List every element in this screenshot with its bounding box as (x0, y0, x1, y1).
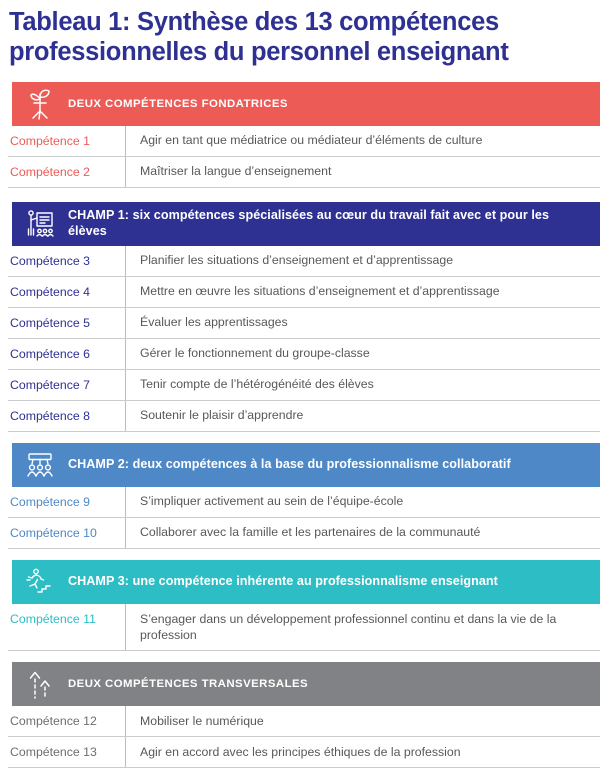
section-banner-champ3 (12, 560, 600, 604)
page-title (0, 0, 614, 68)
row-value: Collaborer avec la famille et les partenaires de la communauté (125, 518, 600, 548)
teacher-classroom-icon (22, 204, 58, 244)
section-champ3 (0, 560, 614, 651)
section-fondatrices (0, 82, 614, 188)
row-key: Compétence 3 (10, 253, 90, 268)
table-row (8, 246, 600, 277)
section-champ2 (0, 443, 614, 549)
table-row (8, 518, 600, 549)
table-row (8, 737, 600, 768)
row-key: Compétence 2 (10, 164, 90, 179)
row-key: Compétence 5 (10, 315, 90, 330)
section-rows-champ1 (0, 246, 614, 432)
row-key: Compétence 12 (10, 713, 97, 728)
group-meeting-icon (22, 445, 58, 485)
row-value: Tenir compte de l’hétérogénéité des élèves (125, 370, 600, 400)
table-row (8, 370, 600, 401)
row-value: Agir en tant que médiatrice ou médiateur d’éléments de culture (125, 126, 600, 156)
section-banner-champ2 (12, 443, 600, 487)
page-title-line-1: Tableau 1: Synthèse des 13 compétences (9, 8, 499, 36)
table-row (8, 487, 600, 518)
row-value: Mobiliser le numérique (125, 706, 600, 736)
section-banner-fondatrices (12, 82, 600, 126)
row-key: Compétence 1 (10, 133, 90, 148)
section-banner-transversales (12, 662, 600, 706)
row-value: Maîtriser la langue d’enseignement (125, 157, 600, 187)
table-row (8, 339, 600, 370)
seedling-icon (22, 84, 58, 124)
row-key: Compétence 11 (10, 611, 96, 626)
page-title-line-2: professionnelles du personnel enseignant (9, 37, 509, 66)
row-key: Compétence 4 (10, 284, 90, 299)
row-value: Mettre en œuvre les situations d’enseignement et d’apprentissage (125, 277, 600, 307)
two-up-arrows-icon (22, 664, 58, 704)
row-key: Compétence 8 (10, 408, 90, 423)
section-banner-label: CHAMP 2: deux compétences à la base du professionnalisme collaboratif (68, 456, 511, 471)
section-banner-label: DEUX COMPÉTENCES TRANSVERSALES (68, 677, 309, 690)
row-key: Compétence 10 (10, 525, 97, 540)
section-banner-champ1 (12, 202, 600, 246)
row-value: S’engager dans un développement professionnel continu et dans la vie de la profession (125, 604, 600, 650)
row-key: Compétence 13 (10, 744, 97, 759)
table-row (8, 277, 600, 308)
row-key: Compétence 7 (10, 377, 90, 392)
section-banner-label: CHAMP 3: une compétence inhérente au professionnalisme enseignant (68, 573, 498, 588)
competences-table (0, 82, 614, 768)
section-rows-champ3 (0, 604, 614, 651)
table-row (8, 126, 600, 157)
row-key: Compétence 9 (10, 494, 90, 509)
table-row (8, 401, 600, 432)
table-row (8, 706, 600, 737)
section-rows-fondatrices (0, 126, 614, 188)
runner-stairs-icon (22, 562, 58, 602)
table-row (8, 604, 600, 651)
section-transversales (0, 662, 614, 768)
row-value: Planifier les situations d’enseignement et d’apprentissage (125, 246, 600, 276)
section-banner-label: CHAMP 1: six compétences spécialisées au cœur du travail fait avec et pour les élèves (68, 207, 550, 238)
row-value: S’impliquer activement au sein de l’équipe-école (125, 487, 600, 517)
table-row (8, 308, 600, 339)
section-rows-champ2 (0, 487, 614, 549)
row-key: Compétence 6 (10, 346, 90, 361)
row-value: Évaluer les apprentissages (125, 308, 600, 338)
section-rows-transversales (0, 706, 614, 768)
row-value: Soutenir le plaisir d’apprendre (125, 401, 600, 431)
row-value: Gérer le fonctionnement du groupe-classe (125, 339, 600, 369)
section-banner-label: DEUX COMPÉTENCES FONDATRICES (68, 97, 288, 110)
row-value: Agir en accord avec les principes éthiques de la profession (125, 737, 600, 767)
section-champ1 (0, 202, 614, 432)
table-row (8, 157, 600, 188)
